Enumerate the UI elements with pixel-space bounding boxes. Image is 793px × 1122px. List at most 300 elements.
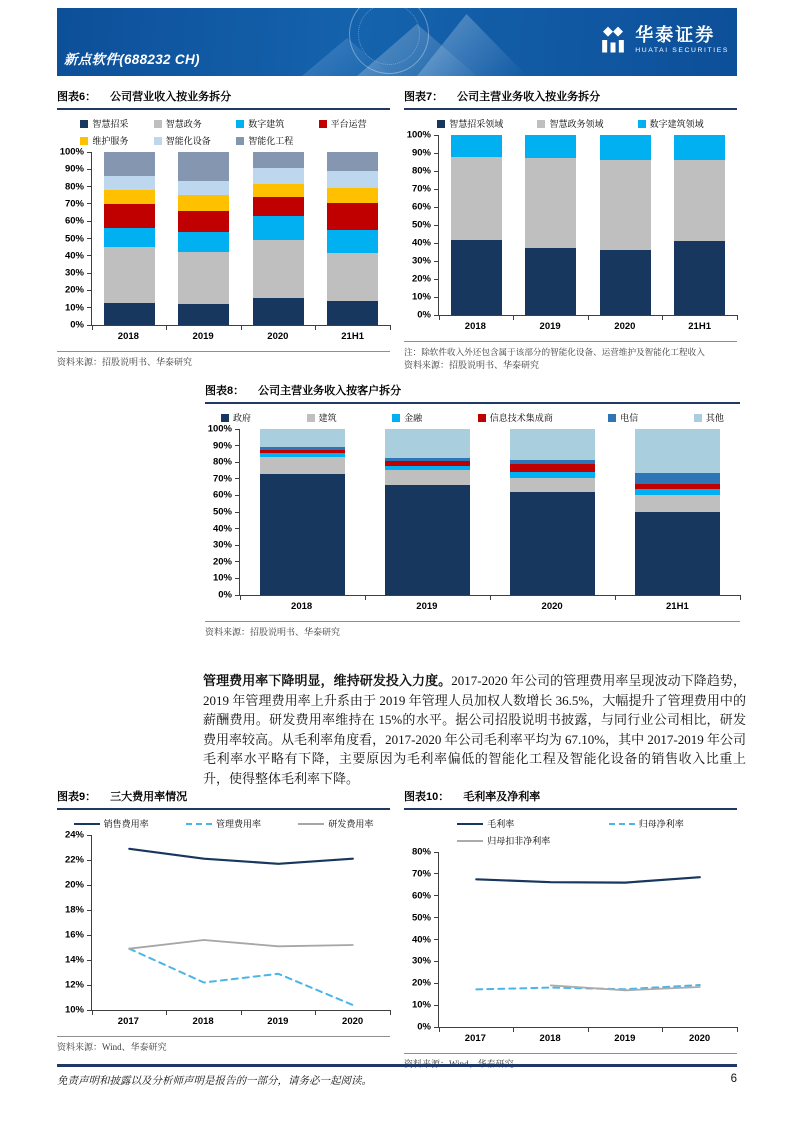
bar-segment-维护服务 xyxy=(104,190,155,204)
legend-label: 维护服务 xyxy=(92,136,129,146)
figure-7-block xyxy=(404,88,737,372)
bar-segment-智慧政务领域 xyxy=(451,157,502,241)
legend-swatch xyxy=(437,120,445,128)
y-tick-label: 100% xyxy=(207,423,232,435)
legend-label: 数字建筑领域 xyxy=(649,119,704,129)
legend-label: 研发费用率 xyxy=(328,819,374,829)
x-tick xyxy=(241,325,242,330)
y-tick-label: 22% xyxy=(64,854,84,866)
y-tick xyxy=(235,429,240,430)
legend-item-平台运营 xyxy=(319,117,367,130)
brand-name-cn: 华泰证券 xyxy=(635,24,716,45)
x-axis-label: 2020 xyxy=(342,1016,364,1027)
y-tick xyxy=(235,578,240,579)
bar-column-2019 xyxy=(167,152,242,325)
bar-segment-智能化设备 xyxy=(253,168,304,184)
line-chart-expense-ratios xyxy=(57,817,390,1027)
y-tick-label: 20% xyxy=(411,977,431,989)
bar-column-21H1 xyxy=(615,429,740,595)
y-tick-label: 40% xyxy=(411,237,431,249)
y-tick xyxy=(434,225,439,226)
chart-plot xyxy=(404,129,737,321)
y-tick xyxy=(434,189,439,190)
paragraph-lead: 管理费用率下降明显，维持研发投入力度。 xyxy=(203,673,452,688)
stacked-bar-21H1 xyxy=(674,135,725,315)
y-tick-label: 10% xyxy=(64,302,84,314)
bar-segment-智慧招采 xyxy=(327,301,378,325)
bar-segment-数字建筑 xyxy=(327,230,378,253)
legend-item-归母净利率 xyxy=(609,817,684,830)
legend-swatch xyxy=(694,414,702,422)
x-tick xyxy=(390,325,391,330)
bar-segment-建筑 xyxy=(635,495,720,512)
legend-item-其他 xyxy=(694,411,724,424)
legend-label: 智慧政务 xyxy=(165,119,202,129)
y-tick-label: 80% xyxy=(64,181,84,193)
bar-segment-智慧政务 xyxy=(178,252,229,304)
figure-6-caption xyxy=(57,88,390,110)
y-tick-label: 24% xyxy=(64,829,84,841)
source-text: 资料来源：Wind、华泰研究 xyxy=(57,1042,167,1052)
bar-segment-平台运营 xyxy=(104,204,155,228)
y-tick-label: 12% xyxy=(64,979,84,991)
figure-10-caption xyxy=(404,788,737,810)
bar-segment-政府 xyxy=(635,512,720,595)
y-tick-label: 60% xyxy=(411,890,431,902)
y-axis xyxy=(404,846,438,1033)
bar-column-2020 xyxy=(490,429,615,595)
figure-title: 公司主营业务收入按业务拆分 xyxy=(457,91,601,103)
x-tick xyxy=(439,315,440,320)
legend-swatch xyxy=(307,414,315,422)
figure-number: 图表10： xyxy=(404,791,450,803)
bar-segment-电信 xyxy=(635,473,720,484)
x-axis-labels xyxy=(438,1033,737,1044)
bar-segment-智慧政务领域 xyxy=(525,158,576,248)
x-tick xyxy=(490,595,491,600)
legend-label: 信息技术集成商 xyxy=(489,413,553,423)
bar-segment-平台运营 xyxy=(178,211,229,232)
y-axis xyxy=(404,129,438,321)
source-text: 资料来源：招股说明书、华泰研究 xyxy=(57,357,193,367)
y-tick-label: 60% xyxy=(411,201,431,213)
x-tick xyxy=(166,325,167,330)
bar-segment-智慧招采领域 xyxy=(674,241,725,315)
y-tick xyxy=(434,207,439,208)
x-tick xyxy=(92,325,93,330)
legend-item-智慧政务领域 xyxy=(537,117,603,130)
huatai-logo xyxy=(598,25,729,55)
figure-7-source xyxy=(404,341,737,372)
y-tick-label: 40% xyxy=(212,523,232,535)
y-tick-label: 10% xyxy=(64,1004,84,1016)
plot-area xyxy=(91,152,390,326)
y-tick-label: 20% xyxy=(212,556,232,568)
stacked-bar-2019 xyxy=(525,135,576,315)
figure-9-block xyxy=(57,788,390,1055)
bar-segment-其他 xyxy=(635,429,720,473)
bar-column-21H1 xyxy=(316,152,391,325)
legend-swatch xyxy=(154,137,162,145)
legend-item-智慧招采 xyxy=(80,117,128,130)
line-chart-margins xyxy=(404,817,737,1044)
bar-segment-维护服务 xyxy=(253,184,304,197)
figure-title: 公司主营业务收入按客户拆分 xyxy=(258,385,402,397)
x-axis-label: 21H1 xyxy=(666,601,689,612)
stacked-bar-chart-revenue-by-customer xyxy=(205,411,740,612)
bar-segment-智能化设备 xyxy=(178,181,229,195)
legend-label: 毛利率 xyxy=(487,819,515,829)
legend-label: 智慧招采 xyxy=(92,119,129,129)
bar-segment-数字建筑领域 xyxy=(525,135,576,158)
y-tick xyxy=(434,297,439,298)
bar-segment-智能化设备 xyxy=(327,171,378,187)
y-tick xyxy=(235,528,240,529)
x-axis-labels xyxy=(91,331,390,342)
x-axis-label: 2018 xyxy=(117,331,139,342)
bar-segment-其他 xyxy=(260,429,345,447)
x-tick xyxy=(737,1027,738,1032)
x-axis-labels xyxy=(239,601,740,612)
bar-segment-智慧招采领域 xyxy=(451,240,502,315)
y-tick xyxy=(87,203,92,204)
bar-column-2020 xyxy=(241,152,316,325)
figure-8-caption xyxy=(205,382,740,404)
bar-segment-智能化工程 xyxy=(327,152,378,171)
x-tick xyxy=(588,1027,589,1032)
bar-segment-其他 xyxy=(510,429,595,460)
bar-column-2020 xyxy=(588,135,663,315)
x-tick xyxy=(513,1027,514,1032)
y-tick-label: 90% xyxy=(411,147,431,159)
legend-swatch xyxy=(537,120,545,128)
stacked-bar-2018 xyxy=(451,135,502,315)
disclaimer-text: 免责声明和披露以及分析师声明是报告的一部分，请务必一起阅读。 xyxy=(57,1076,372,1087)
y-tick-label: 80% xyxy=(212,456,232,468)
y-tick-label: 20% xyxy=(64,284,84,296)
y-tick-label: 50% xyxy=(411,219,431,231)
y-tick xyxy=(235,512,240,513)
y-tick-label: 60% xyxy=(212,489,232,501)
x-tick xyxy=(513,315,514,320)
paragraph-body: 2017-2020 年公司的管理费用率呈现波动下降趋势，2019 年管理费用率上升系由于 2019 年管理人员加权人数增长 36.5%，大幅提升了管理费用中的薪酬费用。研发费用率维持在 15%的水平。据公司招股说明书披露，与同行业公司相比，研发费用率较高。从毛利率角度看，2017-2020 年公司毛利率平均为 67.10%，其中 2017-2019 年公司毛利率水平略有下降，主要原因为毛利率偏低的智能化工程及智能化设备的销售收入比重上升，使得整体毛利率下降。 xyxy=(203,673,746,786)
bar-segment-平台运营 xyxy=(327,203,378,230)
bar-segment-建筑 xyxy=(385,470,470,486)
x-tick xyxy=(92,1010,93,1015)
legend-item-电信 xyxy=(608,411,638,424)
y-tick-label: 0% xyxy=(417,1021,431,1033)
figure-number: 图表9： xyxy=(57,791,97,803)
bar-segment-平台运营 xyxy=(253,197,304,216)
y-axis xyxy=(205,423,239,601)
line-chart-canvas xyxy=(439,852,737,1027)
x-tick xyxy=(315,1010,316,1015)
bar-segment-智慧招采领域 xyxy=(600,250,651,315)
y-tick-label: 100% xyxy=(59,146,84,158)
bar-column-2019 xyxy=(514,135,589,315)
legend-swatch xyxy=(298,823,324,825)
y-tick-label: 50% xyxy=(64,233,84,244)
plot-area xyxy=(438,135,737,316)
x-axis-labels xyxy=(438,321,737,332)
brand-name-en: HUATAI SECURITIES xyxy=(635,46,729,54)
figure-10-block xyxy=(404,788,737,1072)
plot-area xyxy=(438,852,737,1028)
y-tick-label: 70% xyxy=(411,868,431,880)
y-tick xyxy=(87,290,92,291)
legend-swatch xyxy=(186,823,212,825)
y-tick xyxy=(235,545,240,546)
y-tick-label: 20% xyxy=(64,879,84,891)
x-axis-label: 2017 xyxy=(117,1016,139,1027)
y-tick-label: 50% xyxy=(212,506,232,518)
bar-segment-数字建筑 xyxy=(253,216,304,240)
x-tick xyxy=(588,315,589,320)
stacked-bar-21H1 xyxy=(635,429,720,595)
bar-segment-智能化工程 xyxy=(253,152,304,168)
y-tick-label: 14% xyxy=(64,954,84,966)
y-tick-label: 30% xyxy=(411,255,431,267)
x-axis-label: 2018 xyxy=(464,321,486,332)
figure-note: 注：除软件收入外还包含属于该部分的智能化设备、运营维护及智能化工程收入 xyxy=(404,347,705,357)
legend-swatch xyxy=(478,414,486,422)
x-axis-label: 2020 xyxy=(689,1033,711,1044)
chart-plot xyxy=(205,423,740,601)
bar-segment-智慧招采 xyxy=(178,304,229,325)
legend-item-研发费用率 xyxy=(298,817,373,830)
y-tick-label: 40% xyxy=(411,934,431,945)
y-tick-label: 0% xyxy=(218,589,232,601)
chart-legend xyxy=(74,817,374,830)
bar-segment-维护服务 xyxy=(327,188,378,204)
x-tick xyxy=(740,595,741,600)
bar-column-21H1 xyxy=(663,135,738,315)
legend-item-维护服务 xyxy=(80,134,128,147)
chart-legend xyxy=(221,411,724,424)
stacked-bar-2020 xyxy=(510,429,595,595)
y-axis xyxy=(57,829,91,1016)
stacked-bar-chart-main-revenue-by-business xyxy=(404,117,737,332)
bar-segment-政府 xyxy=(260,474,345,595)
bar-segment-政府 xyxy=(385,485,470,595)
x-axis-label: 2020 xyxy=(541,601,563,612)
legend-item-销售费用率 xyxy=(74,817,149,830)
legend-label: 其他 xyxy=(705,413,724,423)
legend-label: 政府 xyxy=(233,413,252,423)
figure-number: 图表7： xyxy=(404,91,444,103)
y-tick xyxy=(235,495,240,496)
chart-plot xyxy=(57,146,390,331)
legend-label: 金融 xyxy=(404,413,423,423)
x-tick xyxy=(240,595,241,600)
legend-label: 智慧招采领域 xyxy=(449,119,504,129)
source-text: 资料来源：招股说明书、华泰研究 xyxy=(404,359,540,370)
bar-segment-其他 xyxy=(385,429,470,458)
y-tick-label: 10% xyxy=(411,999,431,1011)
stacked-bar-2020 xyxy=(600,135,651,315)
bar-segment-政府 xyxy=(510,492,595,595)
y-tick xyxy=(434,279,439,280)
y-tick-label: 80% xyxy=(411,165,431,177)
line-series-销售费用率 xyxy=(129,849,352,864)
legend-swatch xyxy=(154,120,162,128)
y-tick-label: 10% xyxy=(411,291,431,303)
bar-segment-智慧政务 xyxy=(104,247,155,302)
legend-label: 归母扣非净利率 xyxy=(487,836,551,846)
page-number: 6 xyxy=(730,1073,737,1085)
y-tick-label: 30% xyxy=(212,539,232,551)
legend-label: 销售费用率 xyxy=(103,819,149,829)
bar-segment-建筑 xyxy=(260,457,345,474)
x-axis-label: 2019 xyxy=(192,331,214,342)
line-chart-canvas xyxy=(92,835,390,1010)
x-axis-label: 2019 xyxy=(539,321,561,332)
legend-label: 智能化工程 xyxy=(248,136,294,146)
figure-9-caption xyxy=(57,788,390,810)
y-tick-label: 16% xyxy=(64,929,84,941)
x-tick xyxy=(439,1027,440,1032)
bar-segment-智慧政务 xyxy=(253,240,304,298)
legend-label: 智慧政务领域 xyxy=(549,119,604,129)
y-tick xyxy=(87,169,92,170)
chart-legend xyxy=(457,817,683,847)
figure-8-block xyxy=(205,382,740,640)
bar-segment-智慧政务 xyxy=(327,253,378,301)
legend-swatch xyxy=(392,414,400,422)
line-series-管理费用率 xyxy=(129,949,352,1005)
legend-item-管理费用率 xyxy=(186,817,261,830)
y-tick-label: 0% xyxy=(417,309,431,321)
stacked-bar-2018 xyxy=(104,152,155,325)
bar-segment-智能化工程 xyxy=(104,152,155,176)
legend-item-数字建筑 xyxy=(236,117,293,130)
legend-item-政府 xyxy=(221,411,251,424)
y-tick-label: 90% xyxy=(64,163,84,175)
y-tick-label: 0% xyxy=(70,319,84,331)
line-series-研发费用率 xyxy=(129,940,352,949)
x-axis-label: 21H1 xyxy=(688,321,711,332)
y-tick xyxy=(434,243,439,244)
x-axis-label: 2020 xyxy=(267,331,289,342)
chart-plot xyxy=(57,829,390,1016)
figure-number: 图表6： xyxy=(57,91,97,103)
line-series-毛利率 xyxy=(476,877,700,882)
legend-item-智慧政务 xyxy=(154,117,211,130)
source-text: 资料来源：招股说明书、华泰研究 xyxy=(205,627,341,637)
legend-label: 数字建筑 xyxy=(248,119,285,129)
report-header-banner xyxy=(57,8,737,76)
bar-segment-智慧政务领域 xyxy=(600,160,651,250)
legend-item-智慧招采领域 xyxy=(437,117,503,130)
x-tick xyxy=(662,315,663,320)
y-tick xyxy=(235,462,240,463)
y-tick-label: 20% xyxy=(411,273,431,285)
y-tick-label: 10% xyxy=(212,572,232,584)
y-tick xyxy=(87,186,92,187)
bar-segment-建筑 xyxy=(510,478,595,492)
legend-swatch xyxy=(74,823,100,825)
page-footer xyxy=(57,1064,737,1088)
legend-swatch xyxy=(319,120,327,128)
stacked-bar-chart-revenue-by-business xyxy=(57,117,390,342)
y-tick xyxy=(87,221,92,222)
y-tick xyxy=(87,307,92,308)
y-tick-label: 70% xyxy=(64,198,84,210)
x-tick xyxy=(615,595,616,600)
y-tick-label: 100% xyxy=(406,129,431,141)
y-tick-label: 70% xyxy=(411,183,431,195)
legend-swatch xyxy=(457,823,483,825)
x-axis-label: 2019 xyxy=(614,1033,636,1044)
legend-item-金融 xyxy=(392,411,422,424)
x-axis-label: 2019 xyxy=(267,1016,289,1027)
figure-9-source xyxy=(57,1036,390,1055)
plot-area xyxy=(239,429,740,596)
x-tick xyxy=(390,1010,391,1015)
plot-area xyxy=(91,835,390,1011)
bar-segment-数字建筑 xyxy=(178,232,229,253)
legend-swatch xyxy=(638,120,646,128)
source-text: 资料来源：Wind、华泰研究 xyxy=(404,1059,514,1069)
bar-segment-智慧招采 xyxy=(253,298,304,325)
x-axis-label: 2020 xyxy=(614,321,636,332)
y-tick xyxy=(434,261,439,262)
y-tick xyxy=(235,445,240,446)
y-tick-label: 60% xyxy=(64,215,84,227)
y-tick-label: 40% xyxy=(64,250,84,262)
legend-item-智能化工程 xyxy=(236,134,293,147)
bar-segment-信息技术集成商 xyxy=(510,464,595,472)
legend-item-信息技术集成商 xyxy=(478,411,553,424)
figure-title: 公司营业收入按业务拆分 xyxy=(110,91,232,103)
legend-label: 归母净利率 xyxy=(638,819,684,829)
figure-title: 三大费用率情况 xyxy=(110,791,188,803)
bar-segment-智慧招采 xyxy=(104,303,155,325)
legend-item-归母扣非净利率 xyxy=(457,834,550,847)
stacked-bar-2019 xyxy=(178,152,229,325)
bar-column-2019 xyxy=(365,429,490,595)
legend-label: 智能化设备 xyxy=(165,136,211,146)
huatai-logo-text xyxy=(635,26,729,54)
y-tick xyxy=(434,135,439,136)
x-tick xyxy=(365,595,366,600)
chart-legend xyxy=(437,117,703,130)
y-tick-label: 80% xyxy=(411,846,431,858)
bar-segment-维护服务 xyxy=(178,195,229,211)
x-tick xyxy=(737,315,738,320)
chart-legend xyxy=(80,117,366,147)
x-tick xyxy=(662,1027,663,1032)
stacked-bar-21H1 xyxy=(327,152,378,325)
figure-7-caption xyxy=(404,88,737,110)
legend-item-数字建筑领域 xyxy=(638,117,704,130)
legend-item-建筑 xyxy=(307,411,337,424)
y-tick-label: 50% xyxy=(411,912,431,924)
analysis-paragraph xyxy=(203,671,746,788)
figure-6-source xyxy=(57,351,390,370)
x-axis-label: 2017 xyxy=(464,1033,486,1044)
bar-column-2018 xyxy=(92,152,167,325)
x-tick xyxy=(166,1010,167,1015)
figure-number: 图表8： xyxy=(205,385,245,397)
figure-6-block xyxy=(57,88,390,370)
legend-item-毛利率 xyxy=(457,817,550,830)
y-tick xyxy=(87,152,92,153)
figure-title: 毛利率及净利率 xyxy=(463,791,541,803)
stacked-bar-2018 xyxy=(260,429,345,595)
bar-segment-数字建筑领域 xyxy=(451,135,502,157)
bar-segment-数字建筑领域 xyxy=(600,135,651,160)
